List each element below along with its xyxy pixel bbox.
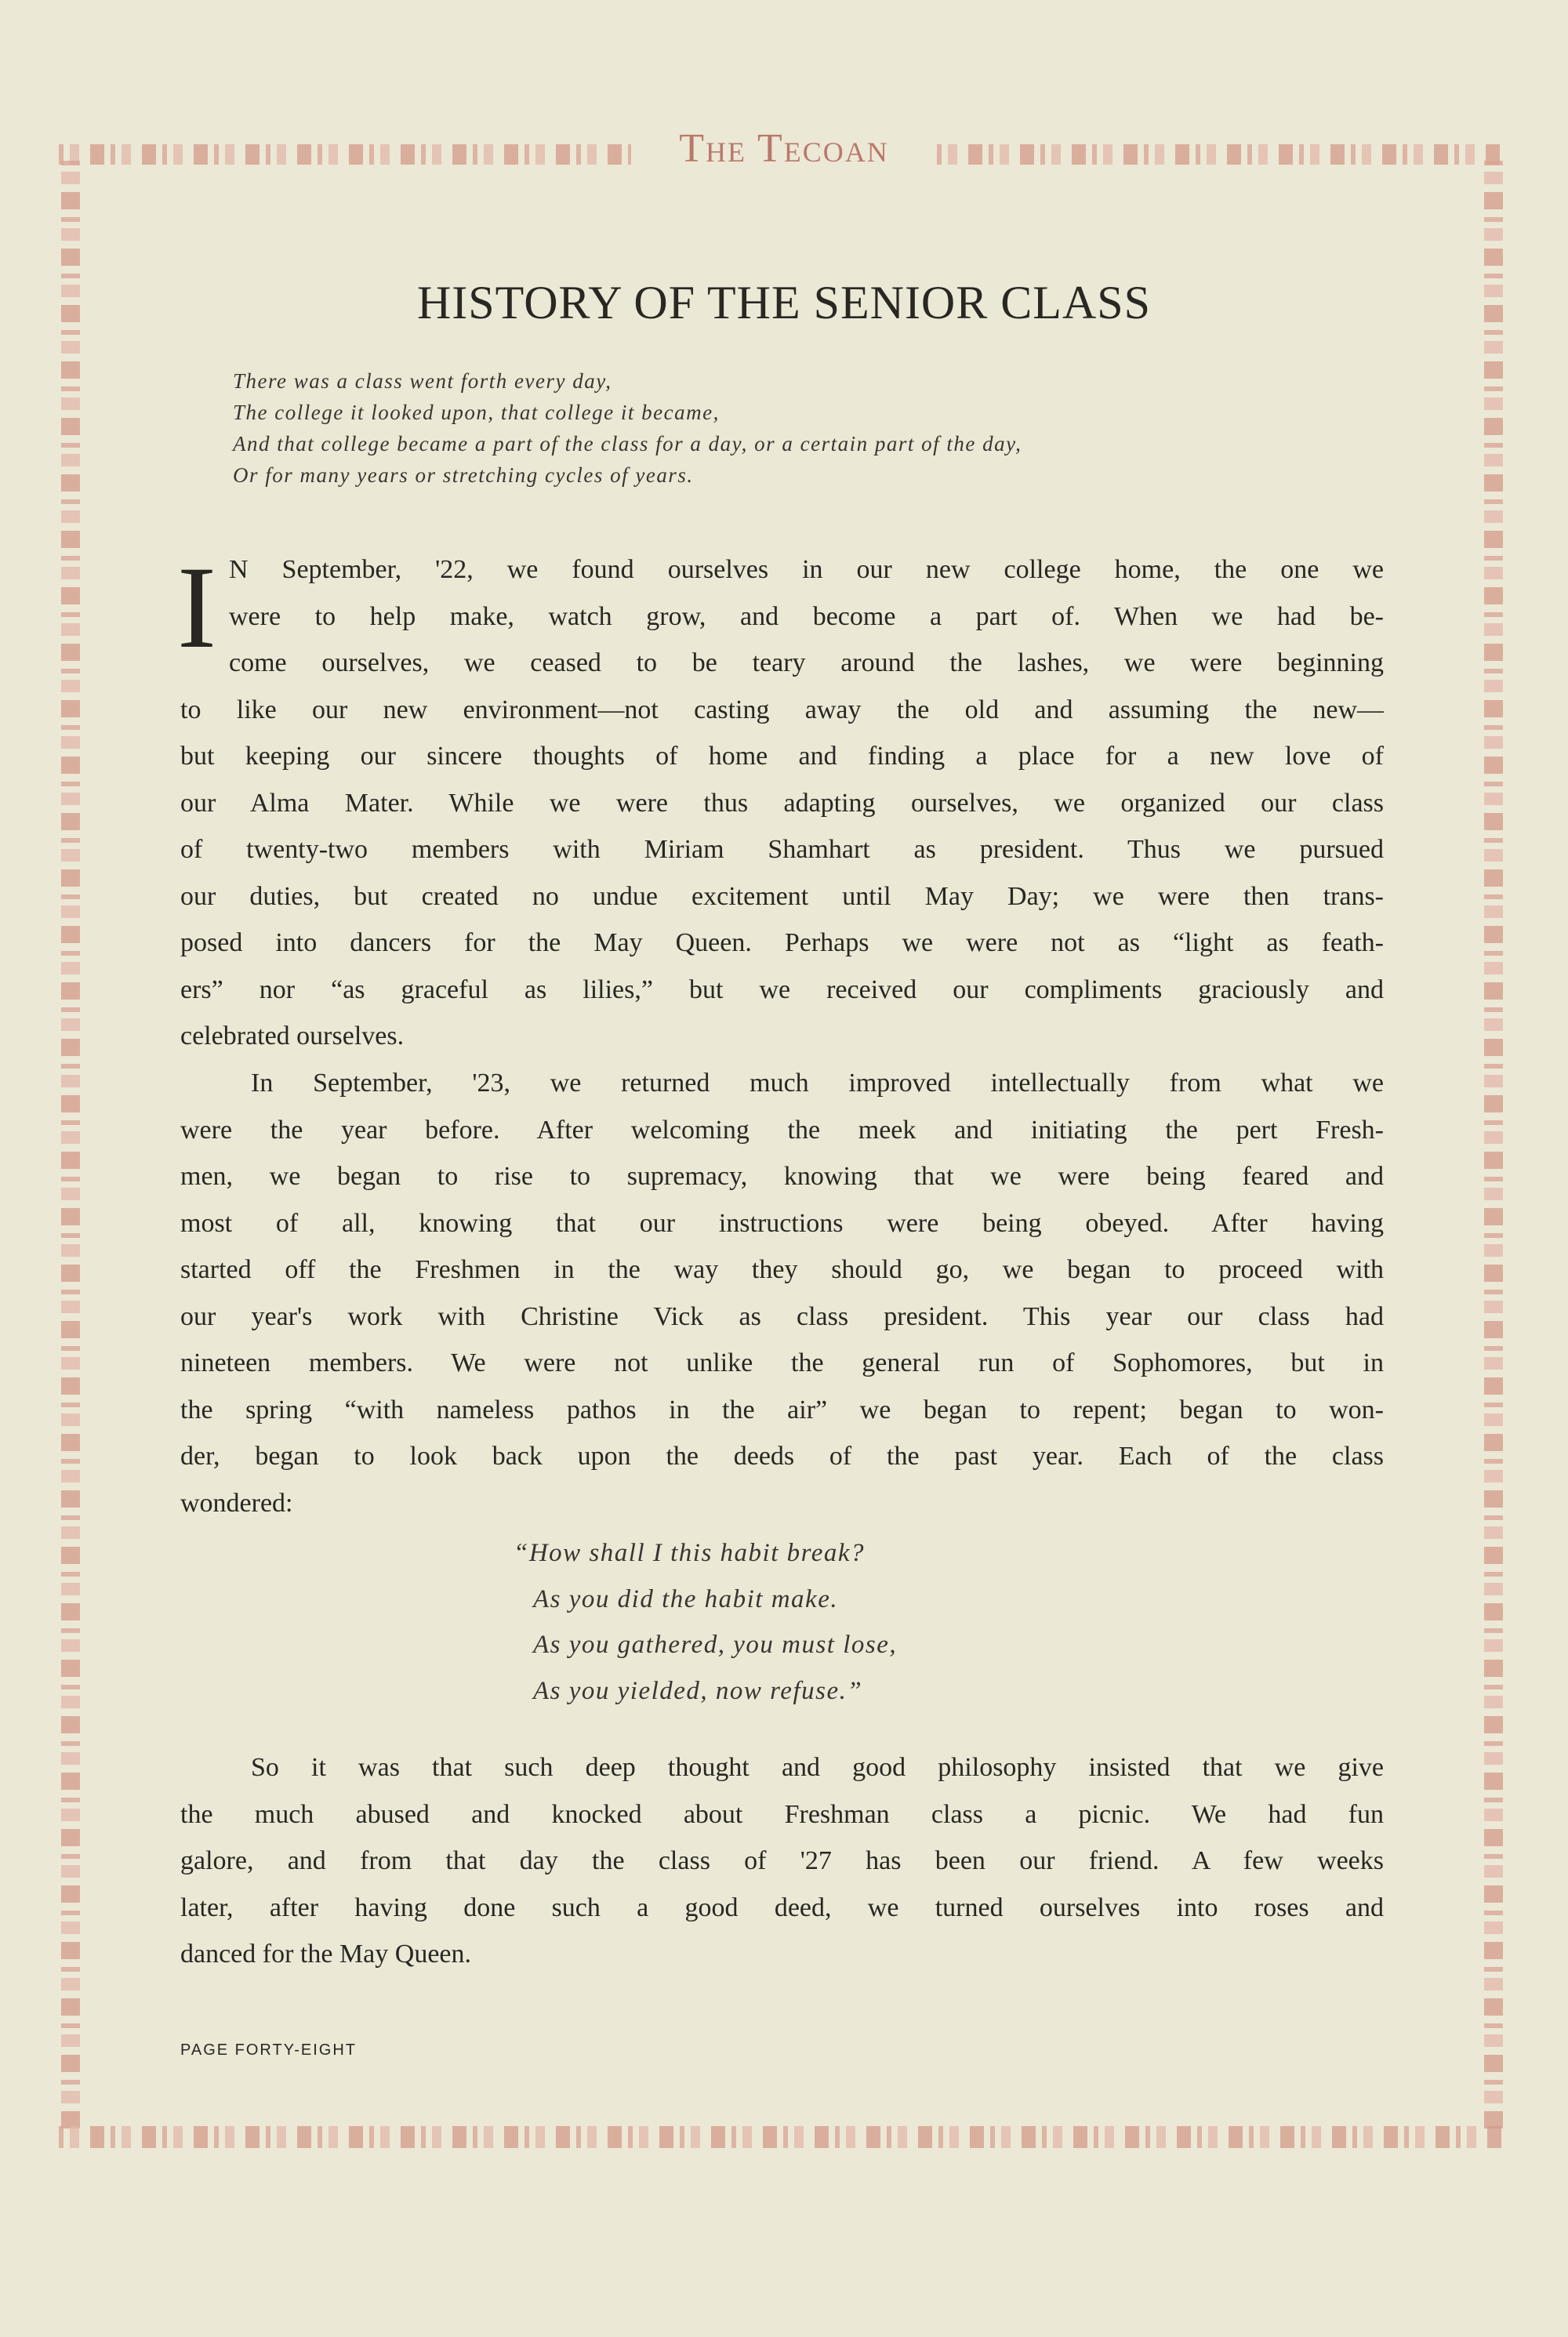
text-line: were the year before. After welcoming the meek and initiating the pert Fresh- bbox=[180, 1115, 1384, 1145]
text-line: nineteen members. We were not unlike the general run of Sophomores, but in bbox=[180, 1348, 1384, 1377]
verse-quote bbox=[514, 1530, 897, 1714]
text-line: danced for the May Queen. bbox=[180, 1940, 472, 1969]
ornamental-border-top-left bbox=[59, 144, 631, 165]
epigraph-line: The college it looked upon, that college it became, bbox=[233, 401, 720, 424]
drop-cap: I bbox=[177, 543, 216, 673]
running-head: The Tecoan bbox=[679, 126, 889, 171]
text-line: posed into dancers for the May Queen. Perhaps we were not as “light as feath- bbox=[180, 928, 1384, 957]
verse-line: “How shall I this habit break? bbox=[514, 1539, 866, 1567]
verse-line: As you gathered, you must lose, bbox=[533, 1631, 898, 1659]
text-line: men, we began to rise to supremacy, knowing that we were being feared and bbox=[180, 1162, 1384, 1191]
text-line: wondered: bbox=[180, 1488, 293, 1518]
text-line: the spring “with nameless pathos in the air” we began to repent; began to won- bbox=[180, 1395, 1384, 1424]
text-line: In September, '23, we returned much improved intellectually from what we bbox=[251, 1069, 1384, 1098]
epigraph-line: Or for many years or stretching cycles of years. bbox=[233, 463, 694, 487]
text-line: der, began to look back upon the deeds of the past year. Each of the class bbox=[180, 1442, 1384, 1471]
epigraph-line: And that college became a part of the class for a day, or a certain part of the day, bbox=[233, 432, 1022, 455]
text-line: come ourselves, we ceased to be teary around the lashes, we were beginning bbox=[229, 648, 1384, 677]
ornamental-border-left bbox=[61, 161, 80, 2128]
text-line: galore, and from that day the class of '27 has been our friend. A few weeks bbox=[180, 1846, 1384, 1875]
text-line: to like our new environment—not casting away the old and assuming the new— bbox=[180, 695, 1384, 724]
text-line: were to help make, watch grow, and become a part of. When we had be- bbox=[229, 601, 1384, 631]
text-line: ers” nor “as graceful as lilies,” but we received our compliments graciously and bbox=[180, 974, 1384, 1004]
verse-line: As you yielded, now refuse.” bbox=[533, 1676, 863, 1705]
ornamental-border-bottom bbox=[59, 2126, 1501, 2148]
paragraph-3 bbox=[180, 1744, 1384, 1978]
paragraph-2 bbox=[180, 1060, 1384, 1526]
page-title: HISTORY OF THE SENIOR CLASS bbox=[416, 277, 1152, 328]
text-line: the much abused and knocked about Freshman class a picnic. We had fun bbox=[180, 1799, 1384, 1829]
text-line: later, after having done such a good deed, we turned ourselves into roses and bbox=[180, 1892, 1384, 1922]
text-line: So it was that such deep thought and good philosophy insisted that we give bbox=[251, 1753, 1384, 1782]
page-number: PAGE FORTY-EIGHT bbox=[180, 2041, 357, 2059]
text-line: our duties, but created no undue excitement until May Day; we were then trans- bbox=[180, 881, 1384, 911]
text-line: celebrated ourselves. bbox=[180, 1022, 405, 1051]
verse-line: As you did the habit make. bbox=[533, 1584, 839, 1613]
ornamental-border-right bbox=[1484, 161, 1503, 2128]
epigraph-line: There was a class went forth every day, bbox=[233, 369, 612, 393]
text-line: our year's work with Christine Vick as class president. This year our class had bbox=[180, 1301, 1384, 1331]
ornamental-border-top-right bbox=[937, 144, 1501, 165]
epigraph bbox=[233, 365, 1022, 491]
text-line: N September, '22, we found ourselves in our new college home, the one we bbox=[229, 555, 1384, 584]
text-line: started off the Freshmen in the way they should go, we began to proceed with bbox=[180, 1255, 1384, 1284]
text-line: but keeping our sincere thoughts of home and finding a place for a new love of bbox=[180, 742, 1384, 771]
text-line: of twenty-two members with Miriam Shamhart as president. Thus we pursued bbox=[180, 835, 1384, 864]
paragraph-1 bbox=[180, 546, 1384, 1060]
text-line: most of all, knowing that our instructions were being obeyed. After having bbox=[180, 1208, 1384, 1238]
text-line: our Alma Mater. While we were thus adapting ourselves, we organized our class bbox=[180, 788, 1384, 818]
